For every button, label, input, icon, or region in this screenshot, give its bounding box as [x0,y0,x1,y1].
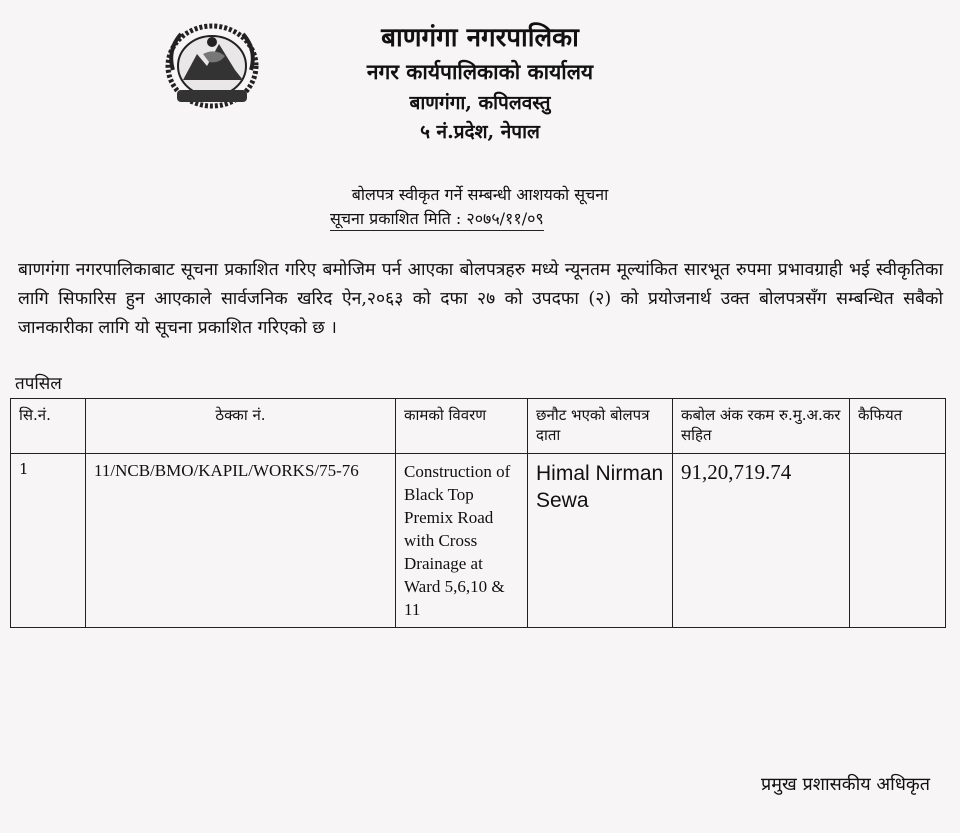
notice-subject: बोलपत्र स्वीकृत गर्ने सम्बन्धी आशयको सूचना [351,185,609,204]
header-sn: सि.नं. [11,399,86,454]
table-header-row [11,399,946,454]
cell-remarks [850,454,946,628]
bid-table [10,398,946,628]
province-line: ५ नं.प्रदेश, नेपाल [420,121,540,143]
municipality-name: बाणगंगा नगरपालिका [381,23,579,53]
header-remarks: कैफियत [850,399,946,454]
table-caption: तपसिल [15,374,62,394]
office-name: नगर कार्यपालिकाको कार्यालय [366,59,594,84]
nepal-emblem-icon [163,20,261,112]
signatory-title: प्रमुख प्रशासकीय अधिकृत [761,774,930,795]
table-row [11,454,946,628]
header-work-description: कामको विवरण [396,399,528,454]
header-selected-bidder: छनौट भएको बोलपत्र दाता [528,399,673,454]
cell-sn: 1 [11,454,86,628]
notice-body: बाणगंगा नगरपालिकाबाट सूचना प्रकाशित गरिए बमोजिम पर्न आएका बोलपत्रहरु मध्ये न्यूनतम मूल्यांकित सारभूत रुपमा प्रभावग्राही भई स्वीकृतिका लागि सिफारिस हुन आएकाले सार्वजनिक खरिद ऐन,२०६३ को दफा २७ को उपदफा (२) को प्रयोजनार्थ उक्त बोलपत्रसँग सम्बन्धित सबैको जानकारीका लागि यो सूचना प्रकाशित गरिएको छ । [18,260,943,338]
cell-selected-bidder: Himal Nirman Sewa [528,454,673,628]
header-contract-no: ठेक्का नं. [86,399,396,454]
office-address: बाणगंगा, कपिलवस्तु [409,92,551,114]
cell-work-description: Construction of Black Top Premix Road with Cross Drainage at Ward 5,6,10 & 11 [396,454,528,628]
header-bid-amount: कबोल अंक रकम रु.मु.अ.कर सहित [673,399,850,454]
cell-bid-amount: 91,20,719.74 [673,454,850,628]
publication-date: सूचना प्रकाशित मिति : २०७५/११/०९ [330,207,544,231]
cell-contract-no: 11/NCB/BMO/KAPIL/WORKS/75-76 [86,454,396,628]
